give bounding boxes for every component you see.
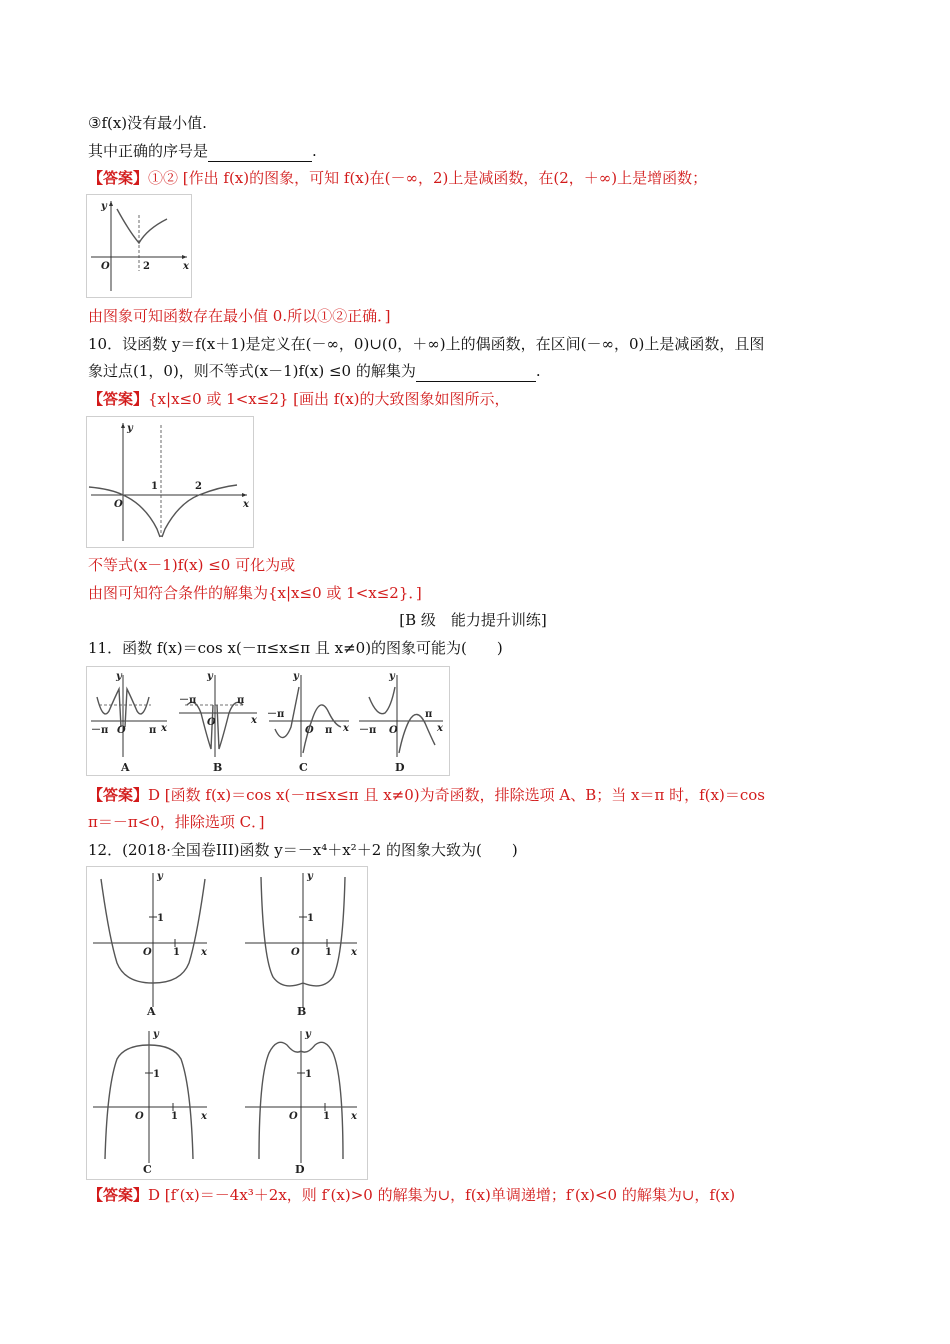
y-axis-arrow: [121, 423, 125, 428]
x-label: x: [243, 499, 249, 510]
svg-text:O: O: [305, 725, 314, 736]
svg-text:x: x: [351, 947, 357, 958]
answer-blank: [416, 365, 536, 382]
svg-text:y: y: [293, 671, 299, 682]
x-label: x: [183, 261, 189, 272]
svg-text:－π: －π: [91, 725, 109, 736]
q12-answer-text: D [f′(x)＝－4x³＋2x，则 f′(x)>0 的解集为∪，f(x)单调递增；f′(x)<0 的解集为∪，f(x): [148, 1186, 736, 1204]
svg-text:y: y: [207, 671, 213, 682]
q9-prompt: 其中正确的序号是 .: [88, 142, 317, 160]
q10-answer-text: {x|x≤0 或 1<x≤2} [画出 f(x)的大致图象如图所示，: [148, 390, 510, 408]
q10-explain1: 不等式(x－1)f(x) ≤0 可化为或: [88, 556, 296, 574]
svg-text:O: O: [207, 717, 216, 728]
q10-stem-line1: 10．设函数 y＝f(x＋1)是定义在(－∞，0)∪(0，＋∞)上的偶函数，在区间(－∞，0)上是减函数，且图: [88, 335, 765, 353]
svg-text:y: y: [307, 871, 313, 882]
q9-item3: ③f(x)没有最小值.: [88, 114, 207, 132]
svg-text:π: π: [425, 709, 433, 720]
right-branch: [162, 485, 237, 537]
q10-stem-line2-text: 象过点(1，0)，则不等式(x－1)f(x) ≤0 的解集为: [88, 362, 416, 380]
option-c-label: C: [143, 1163, 152, 1176]
svg-text:y: y: [389, 671, 395, 682]
answer-tag: 【答案】: [88, 169, 149, 187]
y-label: y: [127, 423, 133, 434]
svg-text:1: 1: [323, 1111, 330, 1122]
svg-text:O: O: [389, 725, 398, 736]
origin-label: O: [101, 261, 110, 272]
origin-label: O: [114, 499, 123, 510]
svg-text:π: π: [237, 695, 245, 706]
answer-blank: [208, 145, 312, 162]
svg-text:y: y: [153, 1029, 159, 1040]
svg-text:1: 1: [157, 913, 164, 924]
q10-graph: [86, 416, 254, 548]
svg-text:1: 1: [307, 913, 314, 924]
svg-text:y: y: [157, 871, 163, 882]
q12-stem: 12．(2018·全国卷III)函数 y＝－x⁴＋x²＋2 的图象大致为( ): [88, 841, 518, 859]
q10-answer: [88, 388, 510, 410]
svg-text:1: 1: [171, 1111, 178, 1122]
curve: [117, 209, 167, 243]
q11-answer-line1: [88, 784, 765, 806]
option-a-label: A: [147, 1005, 156, 1018]
answer-tag: 【答案】: [88, 1186, 149, 1204]
q9-graph: [86, 194, 192, 298]
q11-answer-line2: π＝－π<0，排除选项 C．]: [88, 813, 265, 831]
q12-options-figure: [86, 866, 368, 1180]
y-axis-arrow: [109, 201, 113, 206]
x-axis-arrow: [242, 493, 247, 497]
q11-stem: 11．函数 f(x)＝cos x(－π≤x≤π 且 x≠0)的图象可能为( ): [88, 639, 503, 657]
svg-text:x: x: [343, 723, 349, 734]
q12-option-b: [245, 871, 358, 1018]
svg-text:1: 1: [305, 1069, 312, 1080]
q11-option-a: [91, 671, 168, 774]
q12-option-d: [245, 1029, 358, 1176]
svg-text:O: O: [117, 725, 126, 736]
svg-text:x: x: [351, 1111, 357, 1122]
svg-text:－π: －π: [267, 709, 285, 720]
q12-option-c: [93, 1029, 208, 1176]
svg-text:O: O: [143, 947, 152, 958]
svg-text:x: x: [251, 715, 257, 726]
q11-options-figure: [86, 666, 450, 776]
q12-option-a: [93, 871, 208, 1018]
svg-text:x: x: [161, 723, 167, 734]
svg-text:O: O: [289, 1111, 298, 1122]
option-a-label: A: [121, 761, 130, 774]
q11-option-d: [359, 671, 444, 774]
svg-text:O: O: [135, 1111, 144, 1122]
x-axis-arrow: [182, 255, 187, 259]
tick-2-label: 2: [195, 481, 202, 492]
q10-stem-line2: [88, 360, 541, 382]
q9-answer: [88, 167, 707, 189]
svg-text:O: O: [291, 947, 300, 958]
q11-option-b: [179, 671, 258, 774]
section-title: [B 级 能力提升训练]: [399, 611, 547, 629]
tick-2-label: 2: [143, 261, 150, 272]
answer-tag: 【答案】: [88, 786, 149, 804]
q12-answer: [88, 1184, 735, 1206]
svg-text:1: 1: [325, 947, 332, 958]
option-d-label: D: [395, 761, 405, 774]
svg-text:y: y: [305, 1029, 311, 1040]
q11-option-c: [267, 671, 350, 774]
q10-period: .: [535, 362, 541, 380]
svg-text:－π: －π: [359, 725, 377, 736]
option-c-label: C: [299, 761, 308, 774]
svg-text:y: y: [116, 671, 122, 682]
svg-text:π: π: [325, 725, 333, 736]
q10-explain2: 由图可知符合条件的解集为{x|x≤0 或 1<x≤2}．]: [88, 584, 422, 602]
svg-text:1: 1: [153, 1069, 160, 1080]
svg-text:x: x: [201, 947, 207, 958]
svg-text:x: x: [201, 1111, 207, 1122]
svg-text:1: 1: [173, 947, 180, 958]
q9-prompt-text: 其中正确的序号是: [88, 142, 209, 160]
tick-1-label: 1: [151, 481, 158, 492]
option-b-label: B: [213, 761, 223, 774]
option-b-label: B: [297, 1005, 307, 1018]
svg-text:x: x: [437, 723, 443, 734]
q9-answer-text: ①② [作出 f(x)的图象，可知 f(x)在(－∞，2)上是减函数，在(2，＋∞)上是增函数；: [148, 169, 708, 187]
option-d-label: D: [295, 1163, 305, 1176]
q11-answer-text: D [函数 f(x)＝cos x(－π≤x≤π 且 x≠0)为奇函数，排除选项 A、B；当 x＝π 时，f(x)＝cos: [148, 786, 765, 804]
svg-text:π: π: [149, 725, 157, 736]
svg-text:－π: －π: [179, 695, 197, 706]
q9-conclusion: 由图象可知函数存在最小值 0.所以①②正确．]: [88, 307, 391, 325]
answer-tag: 【答案】: [88, 390, 149, 408]
y-label: y: [101, 201, 107, 212]
